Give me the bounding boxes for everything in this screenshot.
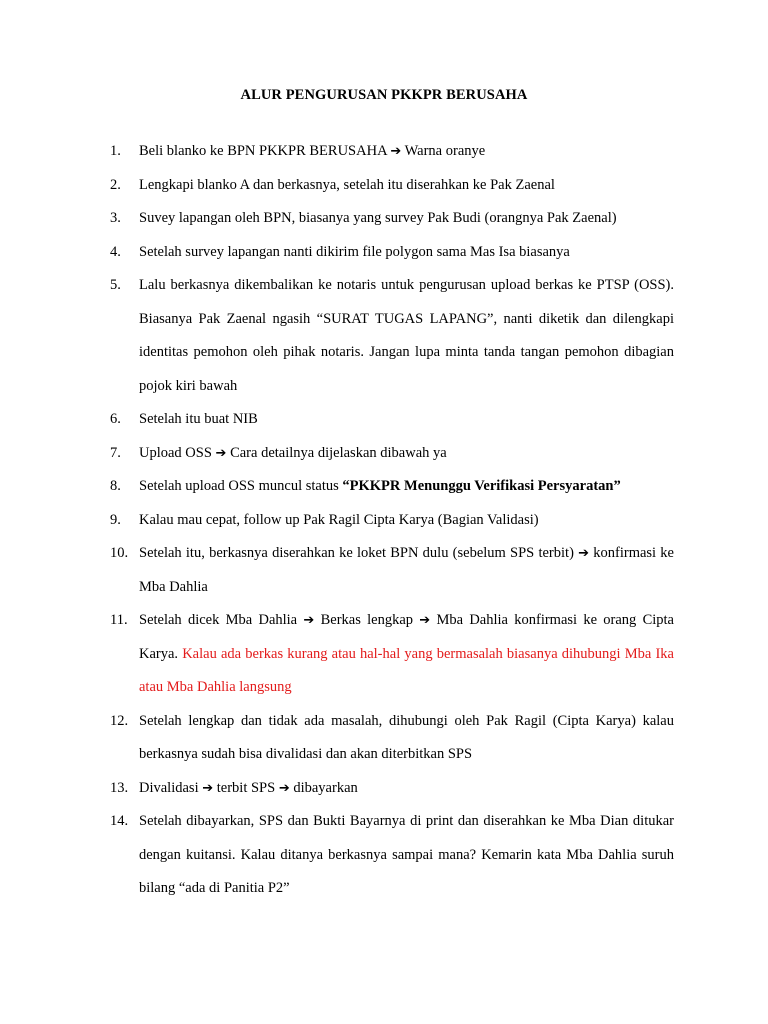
item-number: 14.: [110, 813, 129, 829]
item-number: 3.: [110, 210, 121, 226]
item-text: Setelah upload OSS muncul status “PKKPR Menunggu Verifikasi Persyaratan”: [139, 478, 621, 494]
list-item: [0, 470, 768, 504]
list-item: [0, 705, 768, 772]
item-text: Suvey lapangan oleh BPN, biasanya yang survey Pak Budi (orangnya Pak Zaenal): [139, 210, 617, 226]
list-item: [0, 169, 768, 203]
arrow-icon: ➔: [202, 780, 214, 796]
list-item: [0, 135, 768, 169]
item-text: Setelah itu buat NIB: [139, 411, 258, 427]
steps-list: [0, 135, 768, 906]
item-number: 2.: [110, 176, 121, 193]
item-text: Beli blanko ke BPN PKKPR BERUSAHA ➔ Warna oranye: [139, 143, 486, 159]
item-number: 5.: [110, 277, 121, 293]
arrow-icon: ➔: [215, 445, 227, 461]
document-title: ALUR PENGURUSAN PKKPR BERUSAHA: [240, 87, 528, 103]
item-text: Kalau mau cepat, follow up Pak Ragil Cipta Karya (Bagian Validasi): [139, 511, 539, 528]
item-number: 7.: [110, 444, 121, 461]
list-item: [0, 504, 768, 538]
warning-text: Kalau ada berkas kurang atau hal-hal yang bermasalah biasanya dihubungi Mba Ika atau Mba Dahlia langsung: [139, 645, 674, 695]
list-item: [0, 202, 768, 236]
list-item: [0, 604, 768, 705]
item-number: 10.: [110, 545, 129, 561]
list-item: [0, 437, 768, 471]
item-number: 13.: [110, 779, 129, 796]
arrow-icon: ➔: [578, 546, 590, 561]
arrow-icon: ➔: [278, 780, 290, 796]
item-number: 1.: [110, 143, 121, 159]
list-item: [0, 537, 768, 604]
item-number: 8.: [110, 478, 121, 494]
item-text: Upload OSS ➔ Cara detailnya dijelaskan dibawah ya: [139, 444, 447, 461]
item-number: 4.: [110, 243, 121, 260]
item-number: 9.: [110, 511, 121, 528]
status-text: “PKKPR Menunggu Verifikasi Persyaratan”: [342, 478, 621, 494]
arrow-icon: ➔: [390, 144, 402, 159]
list-item: [0, 772, 768, 806]
arrow-icon: ➔: [303, 613, 315, 628]
item-number: 6.: [110, 411, 121, 427]
list-item: [0, 236, 768, 270]
list-item: [0, 403, 768, 437]
list-item: [0, 805, 768, 906]
item-number: 11.: [110, 612, 128, 628]
item-number: 12.: [110, 712, 129, 729]
item-text: Lengkapi blanko A dan berkasnya, setelah itu diserahkan ke Pak Zaenal: [139, 176, 555, 193]
item-text: Setelah dibayarkan, SPS dan Bukti Bayarnya di print dan diserahkan ke Mba Dian ditukar dengan kuitansi. Kalau ditanya berkasnya sampai mana? Kemarin kata Mba Dahlia suruh bilang “ada di Panitia P2”: [139, 813, 674, 896]
item-text: Lalu berkasnya dikembalikan ke notaris untuk pengurusan upload berkas ke PTSP (OSS). Biasanya Pak Zaenal ngasih “SURAT TUGAS LAPANG”, nanti diketik dan dilengkapi identitas pemohon oleh pihak notaris. Jangan lupa minta tanda tangan pemohon dibagian pojok kiri bawah: [139, 277, 674, 394]
item-text: Setelah lengkap dan tidak ada masalah, dihubungi oleh Pak Ragil (Cipta Karya) kalau berkasnya sudah bisa divalidasi dan akan diterbitkan SPS: [139, 712, 674, 762]
item-text: Setelah survey lapangan nanti dikirim file polygon sama Mas Isa biasanya: [139, 243, 570, 260]
item-text: Setelah itu, berkasnya diserahkan ke loket BPN dulu (sebelum SPS terbit) ➔ konfirmasi ke Mba Dahlia: [139, 545, 674, 595]
list-item: [0, 269, 768, 403]
arrow-icon: ➔: [419, 613, 431, 628]
item-text: Setelah dicek Mba Dahlia ➔ Berkas lengkap ➔ Mba Dahlia konfirmasi ke orang Cipta Karya. Kalau ada berkas kurang atau hal-hal yang bermasalah biasanya dihubungi Mba Ika atau Mba Dahlia langsung: [139, 612, 674, 695]
item-text: Divalidasi ➔ terbit SPS ➔ dibayarkan: [139, 779, 358, 796]
